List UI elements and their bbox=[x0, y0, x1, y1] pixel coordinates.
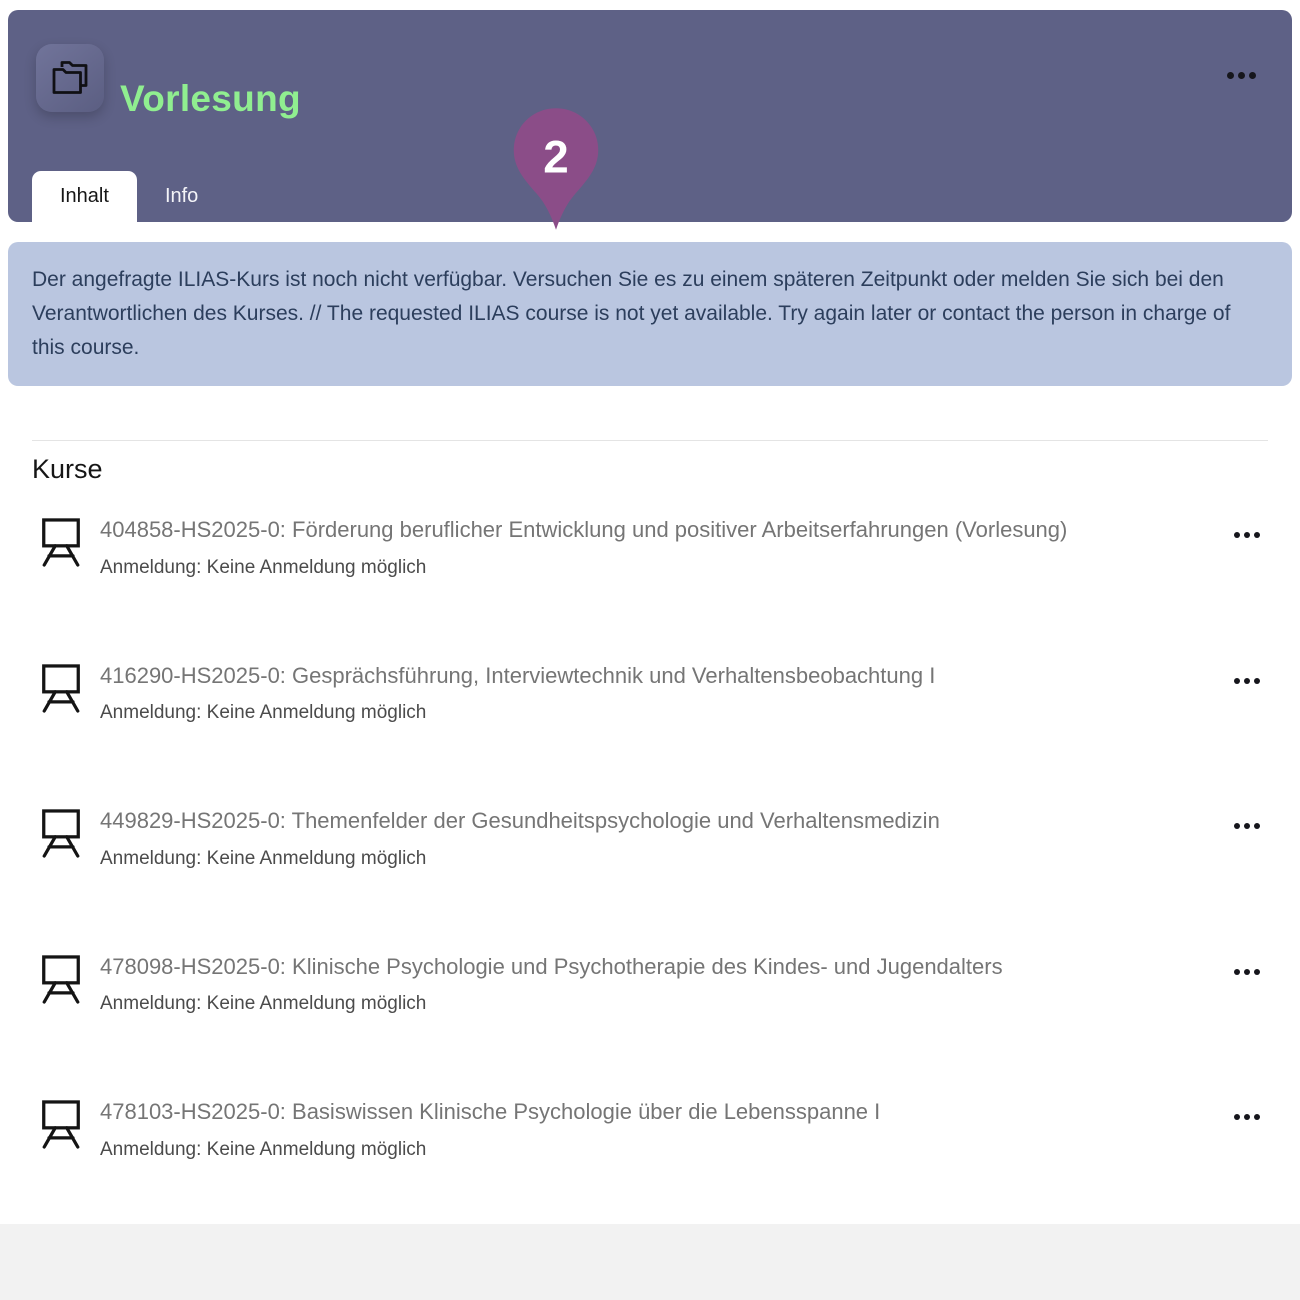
folder-icon-tile bbox=[36, 44, 104, 112]
course-title-link[interactable]: 478098-HS2025-0: Klinische Psychologie und Psychotherapie des Kindes- und Jugendalters bbox=[100, 953, 1003, 979]
object-header bbox=[8, 10, 1292, 222]
header-actions-button[interactable] bbox=[1223, 68, 1260, 83]
course-list bbox=[32, 516, 1268, 1161]
ellipsis-icon bbox=[1234, 969, 1260, 975]
course-title-link[interactable]: 416290-HS2025-0: Gesprächsführung, Interviewtechnik und Verhaltensbeobachtung I bbox=[100, 662, 936, 688]
presentation-board-icon bbox=[38, 1098, 84, 1150]
course-actions-button[interactable] bbox=[1230, 965, 1264, 979]
presentation-board-icon bbox=[38, 953, 84, 1005]
course-row bbox=[32, 516, 1268, 579]
course-actions-button[interactable] bbox=[1230, 674, 1264, 688]
tab-bar bbox=[32, 171, 226, 222]
tab-inhalt[interactable]: Inhalt bbox=[32, 171, 137, 222]
course-registration: Anmeldung: Keine Anmeldung möglich bbox=[100, 556, 427, 578]
course-actions-button[interactable] bbox=[1230, 528, 1264, 542]
content-area bbox=[32, 440, 1268, 1244]
course-actions-button[interactable] bbox=[1230, 1110, 1264, 1124]
ellipsis-icon bbox=[1234, 1114, 1260, 1120]
page-title: Vorlesung bbox=[120, 78, 301, 119]
folder-icon bbox=[48, 58, 92, 98]
course-row bbox=[32, 807, 1268, 870]
course-title-link[interactable]: 478103-HS2025-0: Basiswissen Klinische Psychologie über die Lebensspanne I bbox=[100, 1099, 881, 1125]
presentation-board-icon bbox=[38, 662, 84, 714]
footer-area bbox=[0, 1224, 1300, 1300]
presentation-board-icon bbox=[38, 807, 84, 859]
ellipsis-icon bbox=[1227, 72, 1256, 79]
course-row bbox=[32, 953, 1268, 1016]
tab-info[interactable]: Info bbox=[164, 185, 199, 207]
section-divider bbox=[32, 440, 1268, 441]
ellipsis-icon bbox=[1234, 532, 1260, 538]
course-row bbox=[32, 1098, 1268, 1161]
course-row bbox=[32, 662, 1268, 725]
presentation-board-icon bbox=[38, 516, 84, 568]
notification-banner bbox=[8, 242, 1292, 386]
course-registration: Anmeldung: Keine Anmeldung möglich bbox=[100, 1138, 427, 1160]
section-title: Kurse bbox=[32, 454, 103, 484]
step-marker-label: 2 bbox=[543, 131, 569, 183]
step-marker bbox=[512, 106, 600, 232]
course-title-link[interactable]: 404858-HS2025-0: Förderung beruflicher Entwicklung und positiver Arbeitserfahrungen (Vorlesung) bbox=[100, 517, 1068, 542]
course-actions-button[interactable] bbox=[1230, 819, 1264, 833]
ellipsis-icon bbox=[1234, 823, 1260, 829]
notification-text: Der angefragte ILIAS-Kurs ist noch nicht verfügbar. Versuchen Sie es zu einem späteren Zeitpunkt oder melden Sie sich bei den Verantwortlichen des Kurses. // The requested ILIAS course is not yet available. Try again later or contact the person in charge of this course. bbox=[32, 268, 1231, 360]
course-registration: Anmeldung: Keine Anmeldung möglich bbox=[100, 993, 427, 1015]
ellipsis-icon bbox=[1234, 678, 1260, 684]
course-registration: Anmeldung: Keine Anmeldung möglich bbox=[100, 847, 427, 869]
course-registration: Anmeldung: Keine Anmeldung möglich bbox=[100, 702, 427, 724]
course-title-link[interactable]: 449829-HS2025-0: Themenfelder der Gesundheitspsychologie und Verhaltensmedizin bbox=[100, 808, 940, 834]
